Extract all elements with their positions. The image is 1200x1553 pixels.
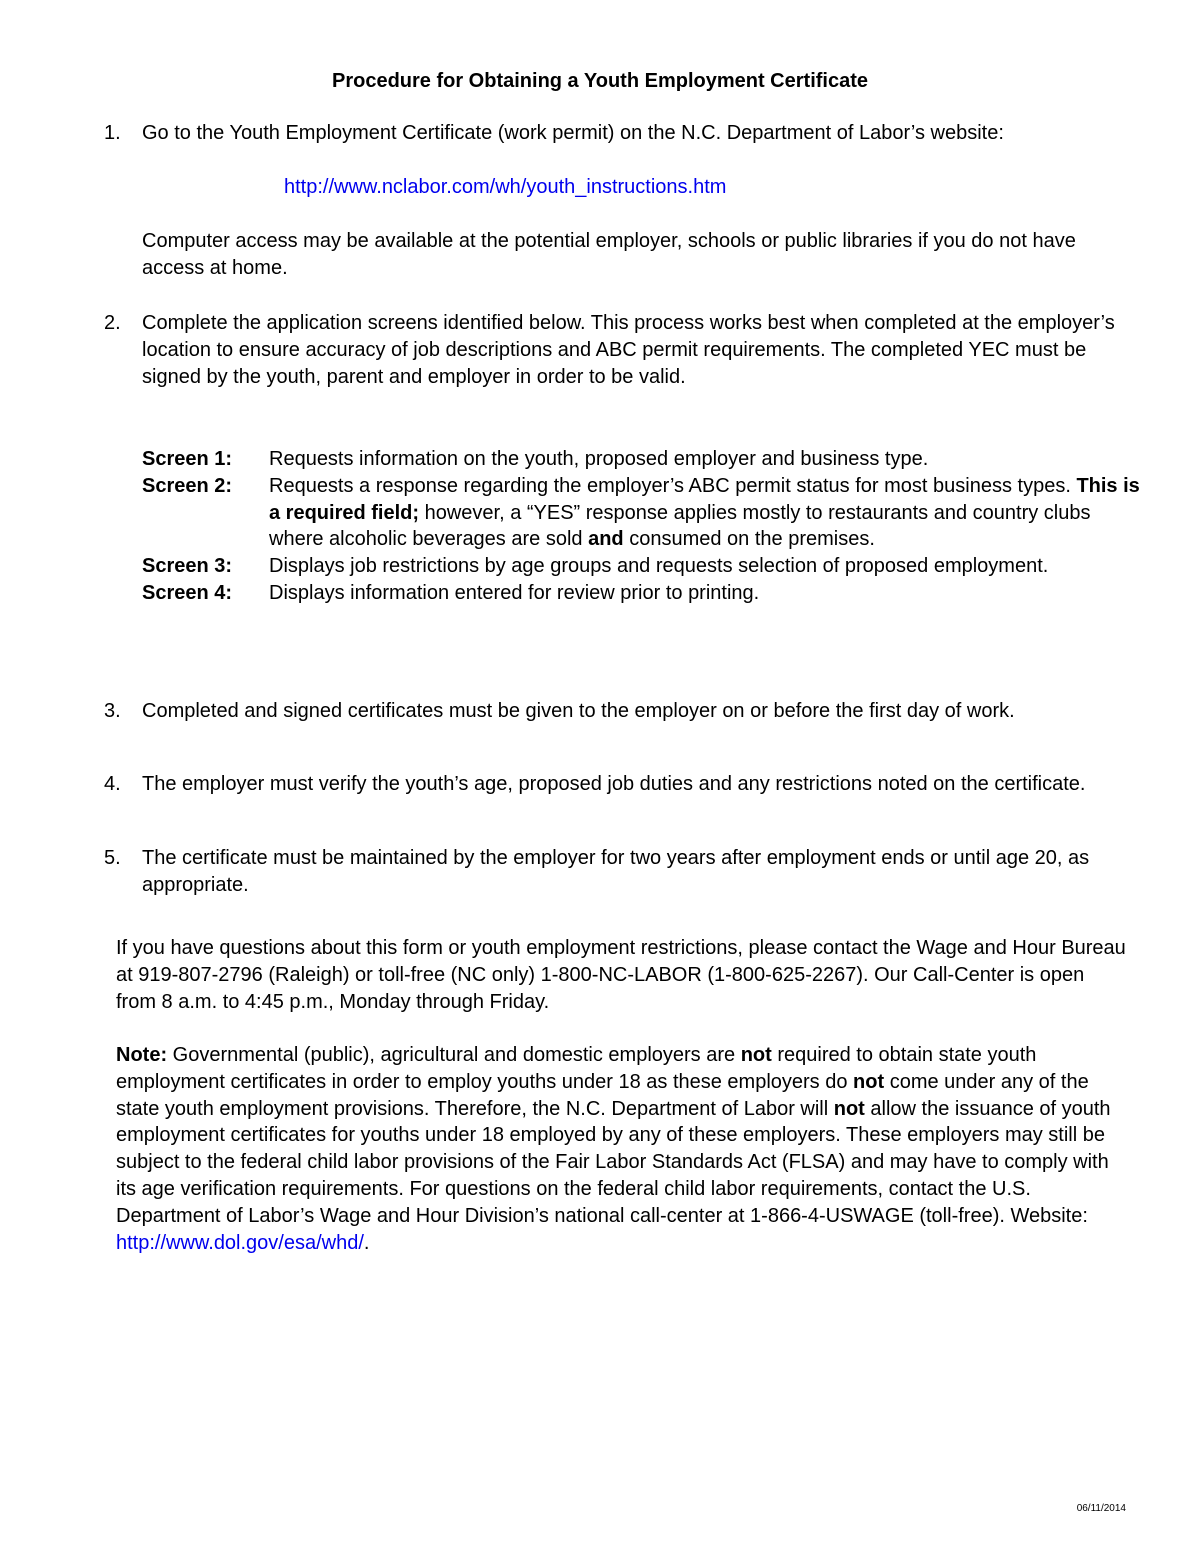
step-number: 3. bbox=[104, 700, 121, 722]
step-4 bbox=[104, 771, 1144, 798]
step-text: Complete the application screens identified below. This process works best when completed at the employer’s location to ensure accuracy of job descriptions and ABC permit requirements. The completed YEC must be signed by the youth, parent and employer in order to be valid. bbox=[142, 312, 1115, 388]
screen-label: Screen 4: bbox=[142, 581, 233, 604]
step-text: Completed and signed certificates must be given to the employer on or before the first day of work. bbox=[142, 700, 1015, 722]
dol-website-link[interactable]: http://www.dol.gov/esa/whd/ bbox=[116, 1231, 364, 1254]
note-label: Note: bbox=[116, 1044, 168, 1066]
step-number: 1. bbox=[104, 122, 121, 144]
step-text: The certificate must be maintained by the employer for two years after employment ends or until age 20, as appropriate. bbox=[142, 847, 1090, 896]
screen-label: Screen 3: bbox=[142, 555, 233, 578]
screen-description: Requests a response regarding the employer’s ABC permit status for most business types. This is a required field; however, a “YES” response applies mostly to restaurants and country clubs where alcoholic beverages are sold and consumed on the premises. bbox=[269, 474, 1140, 551]
screen-description: Requests information on the youth, proposed employer and business type. bbox=[269, 448, 929, 470]
youth-instructions-link[interactable]: http://www.nclabor.com/wh/youth_instructions.htm bbox=[284, 176, 727, 198]
screen-row bbox=[142, 473, 1142, 553]
screen-row bbox=[142, 553, 1142, 580]
step-5 bbox=[104, 845, 1144, 899]
computer-access-text: Computer access may be available at the potential employer, schools or public libraries if you do not have access at home. bbox=[142, 230, 1076, 279]
screen-row bbox=[142, 446, 1142, 473]
step-text: Go to the Youth Employment Certificate (work permit) on the N.C. Department of Labor’s website: bbox=[142, 122, 1004, 144]
screens-list bbox=[142, 446, 1142, 607]
questions-paragraph: If you have questions about this form or youth employment restrictions, please contact the Wage and Hour Bureau at 919-807-2796 (Raleigh) or toll-free (NC only) 1-800-NC-LABOR (1-800-625-2267). Our Call-Center is open from 8 a.m. to 4:45 p.m., Monday through Friday. bbox=[116, 937, 1126, 1013]
step-1 bbox=[104, 120, 1144, 147]
step-3 bbox=[104, 698, 1144, 725]
screen-row bbox=[142, 580, 1142, 607]
screen-description: Displays job restrictions by age groups and requests selection of proposed employment. bbox=[269, 555, 1049, 578]
screen-label: Screen 1: bbox=[142, 448, 233, 470]
step-number: 5. bbox=[104, 847, 121, 869]
step-2 bbox=[104, 310, 1144, 390]
screen-label: Screen 2: bbox=[142, 474, 233, 497]
step-text: The employer must verify the youth’s age, proposed job duties and any restrictions noted on the certificate. bbox=[142, 773, 1086, 795]
page-title: Procedure for Obtaining a Youth Employment Certificate bbox=[331, 70, 868, 92]
step-number: 2. bbox=[104, 312, 121, 334]
document-date: 06/11/2014 bbox=[1076, 1503, 1126, 1514]
screen-description: Displays information entered for review prior to printing. bbox=[269, 581, 760, 604]
note-paragraph: Note: Governmental (public), agricultural and domestic employers are not required to obtain state youth employment certificates in order to employ youths under 18 as these employers do not come under any of the state youth employment provisions. Therefore, the N.C. Department of Labor will not allow the issuance of youth employment certificates for youths under 18 employed by any of these employers. These employers may still be subject to the federal child labor provisions of the Fair Labor Standards Act (FLSA) and may have to comply with its age verification requirements. For questions on the federal child labor requirements, contact the U.S. Department of Labor’s Wage and Hour Division’s national call-center at 1-866-4-USWAGE (toll-free). Website: http://www.dol.gov/esa/whd/. bbox=[116, 1044, 1111, 1254]
step-number: 4. bbox=[104, 773, 121, 795]
